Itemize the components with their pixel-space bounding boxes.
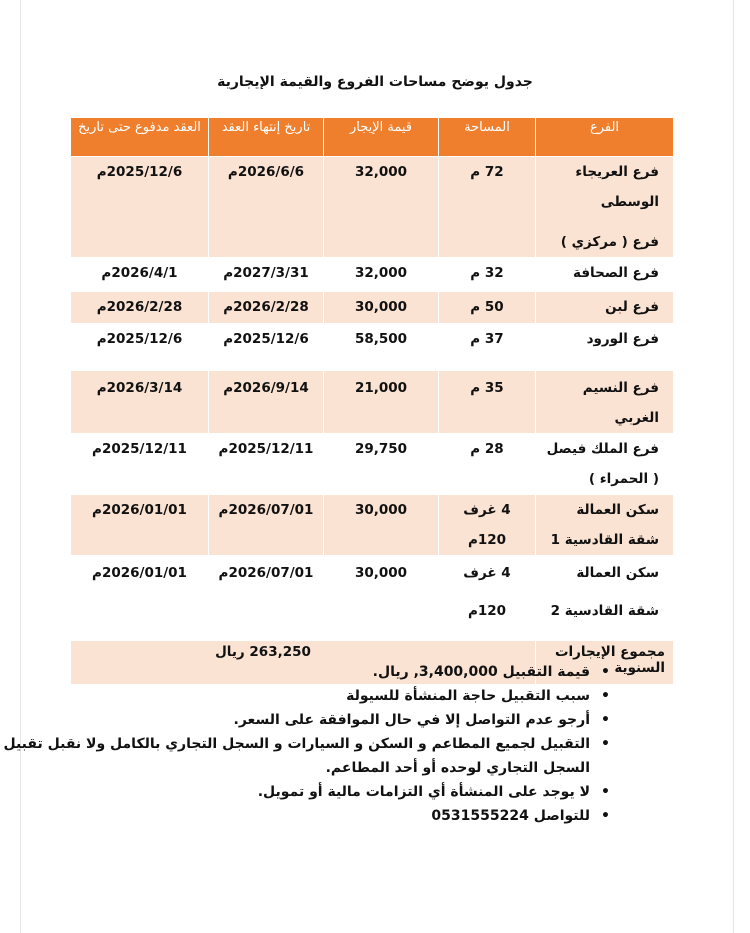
- branch-name: فرع الصحافة: [573, 265, 659, 281]
- area-value-secondary: 120م: [467, 603, 507, 619]
- note-item: [0, 804, 612, 828]
- note-text: سبب التقبيل حاجة المنشأة للسيولة: [346, 688, 590, 704]
- contract-end-value: 2025/12/6م: [223, 331, 309, 347]
- paid-until-value: 2026/3/14م: [96, 380, 183, 396]
- paid-until-value: 2026/01/01م: [92, 565, 187, 581]
- paid-until-value: 2026/4/1م: [101, 265, 178, 281]
- total-value: 263,250 ريال: [215, 644, 311, 660]
- contract-end-value: 2025/12/11م: [218, 441, 314, 457]
- branch-note: شقة القادسية 1: [550, 532, 659, 548]
- page-title: جدول يوضح مساحات الفروع والقيمة الإيجارية: [217, 74, 533, 90]
- branch-name: فرع العريجاء الوسطى: [575, 164, 659, 210]
- note-item: [0, 780, 612, 804]
- branch-name: فرع الورود: [586, 331, 659, 347]
- table-row: [71, 371, 674, 434]
- note-item: [0, 660, 612, 684]
- branch-note: ( الحمراء ): [588, 471, 659, 487]
- total-label: مجموع الإيجارات: [554, 644, 665, 660]
- contract-end-value: 2026/6/6م: [227, 164, 305, 180]
- notes-list: [0, 660, 612, 828]
- branch-name: سكن العمالة: [576, 502, 659, 518]
- table-row: [71, 556, 674, 641]
- area-value: 35 م: [470, 380, 504, 396]
- header-branch: الفرع: [536, 118, 674, 157]
- area-value: 4 غرف: [463, 502, 511, 518]
- bullet-icon: •: [601, 808, 610, 824]
- rent-value: 58,500: [354, 331, 408, 347]
- rent-value: 32,000: [354, 265, 408, 281]
- paid-until-value: 2025/12/6م: [96, 164, 183, 180]
- branches-table: [70, 117, 674, 685]
- table-row: [71, 157, 674, 258]
- area-value-secondary: 120م: [467, 532, 507, 548]
- area-value: 72 م: [470, 164, 504, 180]
- contract-end-value: 2026/07/01م: [218, 502, 314, 518]
- rent-value: 30,000: [354, 299, 408, 315]
- area-value: 50 م: [470, 299, 504, 315]
- note-item: [0, 708, 612, 732]
- paid-until-value: 2026/01/01م: [92, 502, 187, 518]
- table-row: [71, 434, 674, 495]
- table-row: [71, 258, 674, 292]
- rent-value: 30,000: [354, 565, 408, 581]
- area-value: 37 م: [470, 331, 504, 347]
- rent-value: 30,000: [354, 502, 408, 518]
- contract-end-value: 2026/9/14م: [223, 380, 309, 396]
- paid-until-value: 2025/12/11م: [92, 441, 187, 457]
- branch-note: شقة القادسية 2: [550, 603, 659, 619]
- header-rent: قيمة الإيجار: [324, 118, 439, 157]
- bullet-icon: •: [601, 736, 610, 752]
- note-text: للتواصل 0531555224: [431, 808, 590, 824]
- contract-end-value: 2027/3/31م: [223, 265, 309, 281]
- total-label-secondary: السنوية: [614, 660, 665, 676]
- bullet-icon: •: [601, 784, 610, 800]
- paid-until-value: 2025/12/6م: [96, 331, 183, 347]
- header-area: المساحة: [439, 118, 536, 157]
- table-row: [71, 292, 674, 324]
- branch-note: فرع ( مركزي ): [560, 234, 659, 250]
- rent-value: 29,750: [354, 441, 408, 457]
- note-text: أرجو عدم التواصل إلا في حال الموافقة على السعر.: [233, 712, 590, 728]
- bullet-icon: •: [601, 664, 610, 680]
- contract-end-value: 2026/2/28م: [223, 299, 309, 315]
- bullet-icon: •: [601, 712, 610, 728]
- note-text: لا يوجد على المنشأة أي التزامات مالية أو تمويل.: [257, 784, 590, 800]
- note-item: [0, 732, 612, 780]
- branch-name: فرع النسيم الغربي: [582, 380, 659, 426]
- header-contract-end: تاريخ إنتهاء العقد: [209, 118, 324, 157]
- page-edge-right: [733, 0, 734, 933]
- rent-value: 32,000: [354, 164, 408, 180]
- table-header-row: [71, 118, 674, 157]
- rent-value: 21,000: [354, 380, 408, 396]
- note-item: [0, 684, 612, 708]
- contract-end-value: 2026/07/01م: [218, 565, 314, 581]
- table-row: [71, 324, 674, 371]
- bullet-icon: •: [601, 688, 610, 704]
- branch-name: سكن العمالة: [576, 565, 659, 581]
- header-paid-until: العقد مدفوع حتى تاريخ: [71, 118, 209, 157]
- area-value: 4 غرف: [463, 565, 511, 581]
- note-text: التقبيل لجميع المطاعم و السكن و السيارات و السجل التجاري بالكامل ولا نقبل تقبيل السجل التجاري لوحده أو أحد المطاعم.: [3, 736, 590, 776]
- branch-name: فرع لبن: [605, 299, 659, 315]
- area-value: 32 م: [470, 265, 504, 281]
- note-text: قيمة التقبيل 3,400,000, ريال.: [372, 664, 590, 680]
- paid-until-value: 2026/2/28م: [96, 299, 183, 315]
- area-value: 28 م: [470, 441, 504, 457]
- table-row: [71, 495, 674, 556]
- branch-name: فرع الملك فيصل: [546, 441, 659, 457]
